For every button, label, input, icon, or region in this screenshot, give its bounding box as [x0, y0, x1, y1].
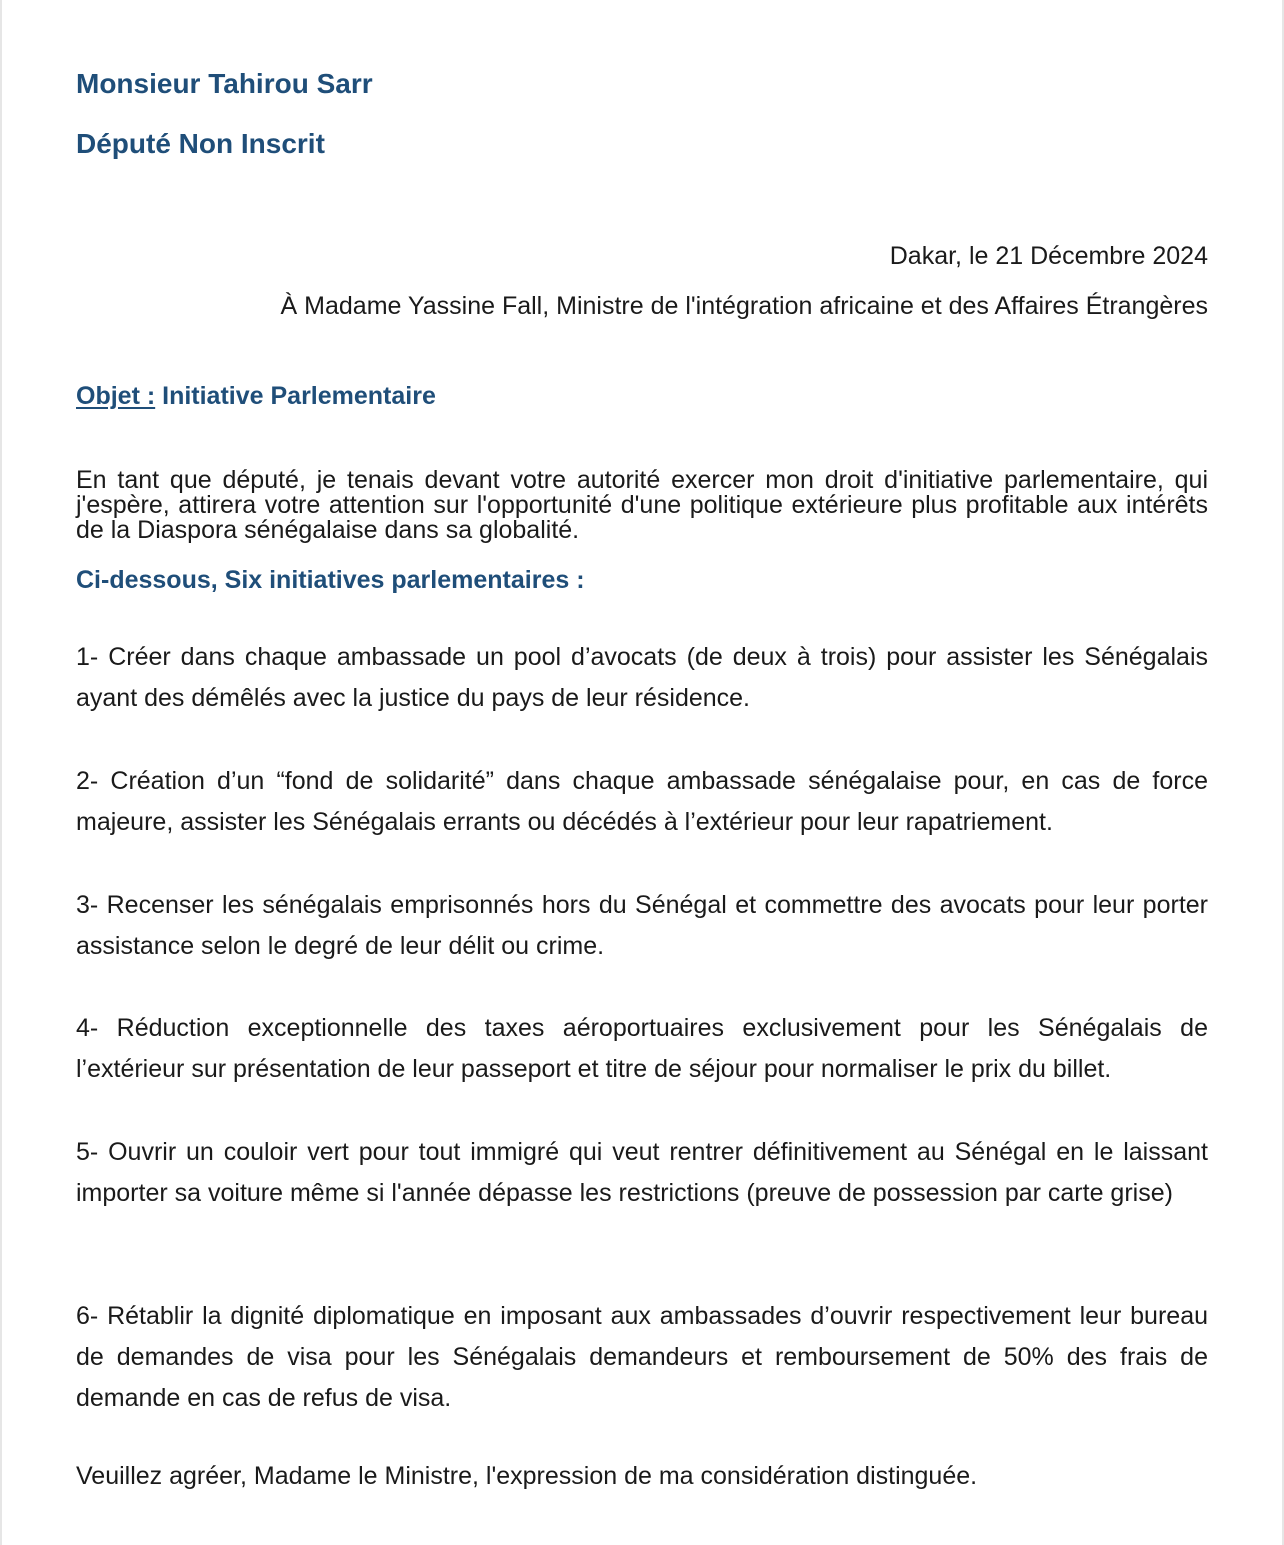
initiative-item-2: 2- Création d’un “fond de solidarité” dans chaque ambassade sénégalaise pour, en cas de force majeure, assister les Sénégalais errants ou décédés à l’extérieur pour leur rapatriement. [76, 767, 1208, 836]
sender-title: Député Non Inscrit [76, 128, 325, 159]
subject-text: Initiative Parlementaire [162, 382, 436, 410]
sender-name: Monsieur Tahirou Sarr [76, 68, 373, 99]
initiative-item-4: 4- Réduction exceptionnelle des taxes aéroportuaires exclusivement pour les Sénégalais de l’extérieur sur présentation de leur passeport et titre de séjour pour normaliser le prix du billet. [76, 1014, 1208, 1083]
subject-line [76, 382, 1208, 411]
initiative-item-6: 6- Rétablir la dignité diplomatique en imposant aux ambassades d’ouvrir respectivement leur bureau de demandes de visa pour les Sénégalais demandeurs et remboursement de 50% des frais de demande en cas de refus de visa. [76, 1302, 1208, 1412]
date-line: Dakar, le 21 Décembre 2024 [889, 242, 1208, 270]
intro-paragraph: En tant que député, je tenais devant votre autorité exercer mon droit d'initiative parlementaire, qui j'espère, attirera votre attention sur l'opportunité d'une politique extérieure plus profitable aux intérêts de la Diaspora sénégalaise dans sa globalité. [76, 466, 1208, 544]
recipient-line: À Madame Yassine Fall, Ministre de l'intégration africaine et des Affaires Étrangères [280, 292, 1208, 320]
initiative-item-5: 5- Ouvrir un couloir vert pour tout immigré qui veut rentrer définitivement au Sénégal en le laissant importer sa voiture même si l'année dépasse les restrictions (preuve de possession par carte grise) [76, 1138, 1208, 1207]
initiative-item-3: 3- Recenser les sénégalais emprisonnés hors du Sénégal et commettre des avocats pour leur porter assistance selon le degré de leur délit ou crime. [76, 891, 1208, 960]
initiatives-heading: Ci-dessous, Six initiatives parlementaires : [76, 566, 585, 594]
closing-line: Veuillez agréer, Madame le Ministre, l'expression de ma considération distinguée. [76, 1462, 978, 1490]
initiative-item-1: 1- Créer dans chaque ambassade un pool d’avocats (de deux à trois) pour assister les Sénégalais ayant des démêlés avec la justice du pays de leur résidence. [76, 643, 1208, 712]
subject-label: Objet : [76, 382, 156, 410]
